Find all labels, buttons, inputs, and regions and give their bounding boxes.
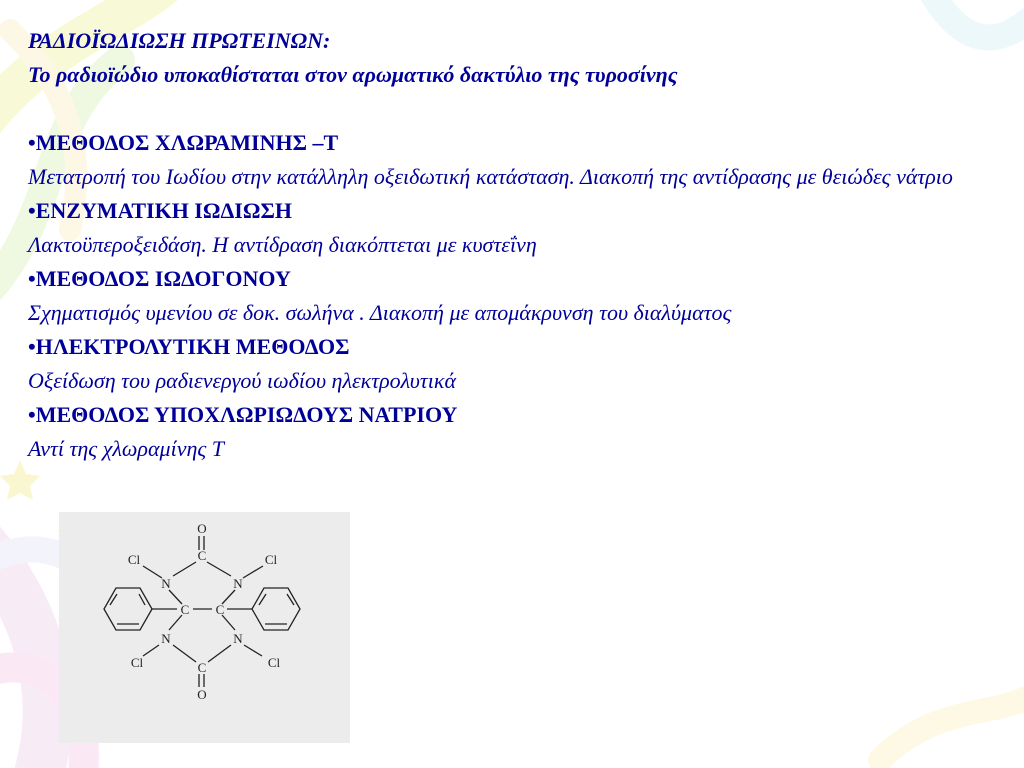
bond-c-n-top-right	[207, 562, 231, 576]
atom-o-bottom: O	[197, 687, 207, 702]
atom-c-left: C	[180, 602, 190, 617]
chemical-structure	[59, 512, 350, 743]
slide-title: ΡΑΔΙΟΪΩΔΙΩΣΗ ΠΡΩΤΕΙΝΩΝ:	[28, 28, 331, 53]
method-description-enzymatic: Λακτοϋπεροξειδάση. Η αντίδραση διακόπτεται με κυστεΐνη	[28, 232, 537, 257]
bond-cl-n-top-right	[243, 566, 263, 578]
slide-content	[28, 24, 972, 466]
atom-o-top: O	[197, 521, 207, 536]
bond-n-cl-bottom-left	[143, 645, 159, 656]
atom-n-bottom-left: N	[161, 631, 171, 646]
method-description-chloramine: Μετατροπή του Ιωδίου στην κατάλληλη οξειδωτική κατάσταση. Διακοπή της αντίδρασης με θειώδες νάτριο	[28, 164, 953, 189]
bond-n-c-bottom-left	[173, 645, 196, 662]
atom-cl-bottom-left: Cl	[130, 655, 144, 670]
bond-c-n-bottom-left	[169, 615, 182, 630]
method-description-electrolytic: Οξείδωση του ραδιενεργού ιωδίου ηλεκτρολυτικά	[28, 368, 456, 393]
atom-cl-top-left: Cl	[127, 552, 141, 567]
bond-c-n-top-left	[173, 562, 196, 576]
method-title: ΜΕΘΟΔΟΣ ΙΩΔΟΓΟΝΟΥ	[35, 266, 291, 291]
method-description-hypochlorite: Αντί της χλωραμίνης Τ	[28, 436, 225, 461]
bullet: •	[28, 334, 36, 359]
bond-n-cl-bottom-right	[244, 645, 262, 656]
slide-subtitle: Το ραδιοϊώδιο υποκαθίσταται στον αρωματικό δακτύλιο της τυροσίνης	[28, 62, 678, 87]
method-heading-hypochlorite	[28, 398, 972, 432]
method-heading-enzymatic	[28, 194, 972, 228]
bond-c-n-bottom-right	[222, 615, 235, 630]
bullet: •	[28, 266, 36, 291]
method-title: ΕΝΖΥΜΑΤΙΚΗ ΙΩΔΙΩΣΗ	[35, 198, 292, 223]
atom-cl-top-right: Cl	[264, 552, 278, 567]
atom-c-bottom: C	[197, 660, 207, 675]
method-heading-chloramine	[28, 126, 972, 160]
method-heading-electrolytic	[28, 330, 972, 364]
bond-cl-n-top-left	[143, 566, 162, 578]
bullet: •	[28, 198, 36, 223]
atom-n-bottom-right: N	[233, 631, 243, 646]
method-heading-iodogen	[28, 262, 972, 296]
bullet: •	[28, 402, 36, 427]
atom-n-top-left: N	[161, 576, 171, 591]
atom-cl-bottom-right: Cl	[267, 655, 281, 670]
method-title: ΜΕΘΟΔΟΣ ΥΠΟΧΛΩΡΙΩΔΟΥΣ ΝΑΤΡΙΟΥ	[35, 402, 458, 427]
atom-n-top-right: N	[233, 576, 243, 591]
atom-c-right: C	[215, 602, 225, 617]
spacer	[28, 92, 972, 126]
bond-n-c-bottom-right	[208, 645, 231, 662]
bullet: •	[28, 130, 36, 155]
method-description-iodogen: Σχηματισμός υμενίου σε δοκ. σωλήνα . Διακοπή με απομάκρυνση του διαλύματος	[28, 300, 732, 325]
method-title: ΗΛΕΚΤΡΟΛΥΤΙΚΗ ΜΕΘΟΔΟΣ	[35, 334, 350, 359]
atom-c-top: C	[197, 548, 207, 563]
method-title: ΜΕΘΟΔΟΣ ΧΛΩΡΑΜΙΝΗΣ –Τ	[35, 130, 339, 155]
iodogen-structure-figure	[59, 512, 350, 743]
